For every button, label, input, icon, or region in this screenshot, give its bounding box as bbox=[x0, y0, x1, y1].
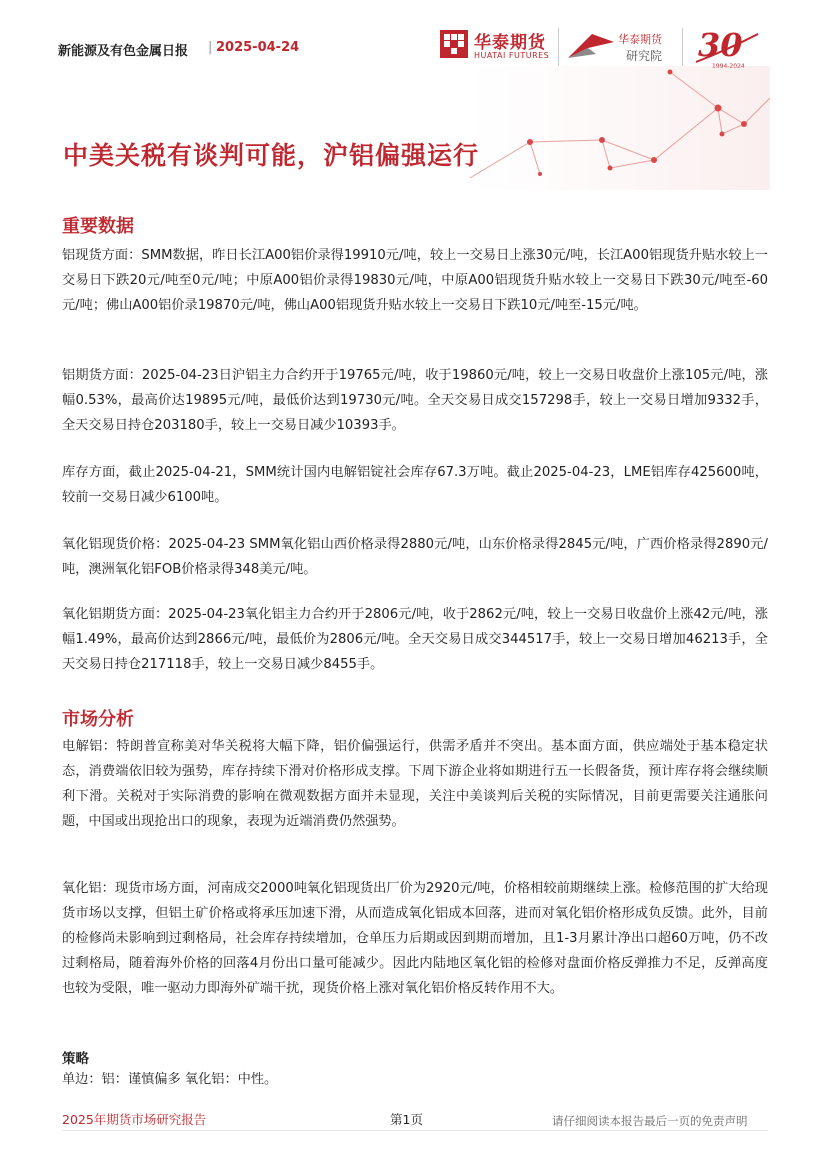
logo-cn-name: 华泰期货 bbox=[474, 33, 546, 53]
research-institute-icon bbox=[566, 28, 616, 64]
svg-text:30: 30 bbox=[698, 26, 743, 64]
market-analysis-heading: 市场分析 bbox=[62, 709, 134, 730]
alumina-spot-text: 氧化铝现货价格：2025-04-23 SMM氧化铝山西价格录得2880元/吨，山东价格录得2845元/吨，广西价格录得2890元/吨，澳洲氧化铝FOB价格录得348美元/吨。 bbox=[62, 537, 768, 577]
key-data-paragraph-1 bbox=[62, 243, 768, 318]
aluminum-futures-text: 铝期货方面：2025-04-23日沪铝主力合约开于19765元/吨，收于19860元/吨，较上一交易日收盘价上涨105元/吨，涨幅0.53%，最高价达19895元/吨，最低价达到19730元/吨。全天交易日成交157298手，较上一交易日增加9332手，全天交易日持仓203180手，较上一交易日减少10393手。 bbox=[62, 368, 768, 433]
institute-name-line2: 研究院 bbox=[626, 49, 663, 63]
key-data-heading: 重要数据 bbox=[62, 216, 134, 237]
network-decoration bbox=[470, 66, 770, 190]
alumina-futures-text: 氧化铝期货方面：2025-04-23氧化铝主力合约开于2806元/吨，收于2862元/吨，较上一交易日收盘价上涨42元/吨，涨幅1.49%，最高价达到2866元/吨，最低价为2806元/吨。全天交易日成交344517手，较上一交易日增加46213手，全天交易日持仓217118手，较上一交易日减少8455手。 bbox=[62, 607, 768, 672]
footer-rule bbox=[62, 1130, 768, 1131]
spot-aluminum-text: 铝现货方面：SMM数据，昨日长江A00铝价录得19910元/吨，较上一交易日上涨30元/吨，长江A00铝现货升贴水较上一交易日下跌20元/吨至0元/吨；中原A00铝价录得19830元/吨，中原A00铝现货升贴水较上一交易日下跌30元/吨至-60元/吨；佛山A00铝价录19870元/吨，佛山A00铝现货升贴水较上一交易日下跌10元/吨至-15元/吨。 bbox=[62, 248, 768, 313]
inventory-text: 库存方面，截止2025-04-21，SMM统计国内电解铝锭社会库存67.3万吨。截止2025-04-23，LME铝库存425600吨，较前一交易日减少6100吨。 bbox=[62, 465, 768, 505]
report-date: 2025-04-24 bbox=[216, 40, 300, 55]
strategy-section bbox=[62, 1047, 768, 1092]
report-separator: | bbox=[208, 40, 213, 55]
market-analysis-section bbox=[62, 705, 768, 731]
market-analysis-paragraph-2 bbox=[62, 876, 768, 1001]
anniversary-30-icon bbox=[692, 24, 762, 70]
footer-report-label: 2025年期货市场研究报告 bbox=[62, 1112, 207, 1127]
key-data-paragraph-3 bbox=[62, 460, 768, 510]
huatai-logo-icon bbox=[440, 30, 468, 58]
logo-divider bbox=[558, 28, 559, 66]
key-data-paragraph-4 bbox=[62, 532, 768, 582]
electrolytic-aluminum-analysis: 电解铝：特朗普宣称美对华关税将大幅下降，铝价偏强运行，供需矛盾并不突出。基本面方面，供应端处于基本稳定状态，消费端依旧较为强势，库存持续下滑对价格形成支撑。下周下游企业将如期进行五一长假备货，预计库存将会继续顺利下滑。关税对于实际消费的影响在微观数据方面并未显现，关注中美谈判后关税的实际情况，目前更需要关注通胀问题，中国或出现抢出口的现象，表现为近端消费仍然强势。 bbox=[62, 739, 768, 829]
page-header bbox=[0, 0, 826, 190]
alumina-analysis: 氧化铝：现货市场方面，河南成交2000吨氧化铝现货出厂价为2920元/吨，价格相较前期继续上涨。检修范围的扩大给现货市场以支撑，但铝土矿价格或将承压加速下滑，从而造成氧化铝成本回落，进而对氧化铝价格形成负反馈。此外，目前的检修尚未影响到过剩格局，社会库存持续增加，仓单压力后期或因到期而增加，且1-3月累计净出口超60万吨，仍不改过剩格局，随着海外价格的回落4月份出口量可能减少。因此内陆地区氧化铝的检修对盘面价格反弹推力不足，反弹高度也较为受限，唯一驱动力即海外矿端干扰，现货价格上涨对氧化铝价格反转作用不大。 bbox=[62, 881, 768, 996]
page-number: 第1页 bbox=[390, 1112, 423, 1127]
report-name: 新能源及有色金属日报 bbox=[58, 44, 189, 59]
key-data-paragraph-5 bbox=[62, 602, 768, 677]
key-data-section bbox=[62, 212, 768, 238]
logo-en-name: HUATAI FUTURES bbox=[474, 51, 550, 60]
institute-name-line1: 华泰期货 bbox=[618, 33, 662, 46]
key-data-paragraph-2 bbox=[62, 363, 768, 438]
page-title: 中美关税有谈判可能，沪铝偏强运行 bbox=[63, 141, 480, 170]
strategy-text: 单边：铝：谨慎偏多 氧化铝：中性。 bbox=[62, 1072, 278, 1087]
strategy-heading: 策略 bbox=[62, 1051, 89, 1067]
logo-divider-2 bbox=[682, 28, 683, 66]
disclaimer-notice: 请仔细阅读本报告最后一页的免责声明 bbox=[552, 1114, 748, 1128]
market-analysis-paragraph-1 bbox=[62, 734, 768, 834]
page-footer bbox=[0, 1100, 826, 1169]
svg-text:1994-2024: 1994-2024 bbox=[712, 63, 745, 70]
